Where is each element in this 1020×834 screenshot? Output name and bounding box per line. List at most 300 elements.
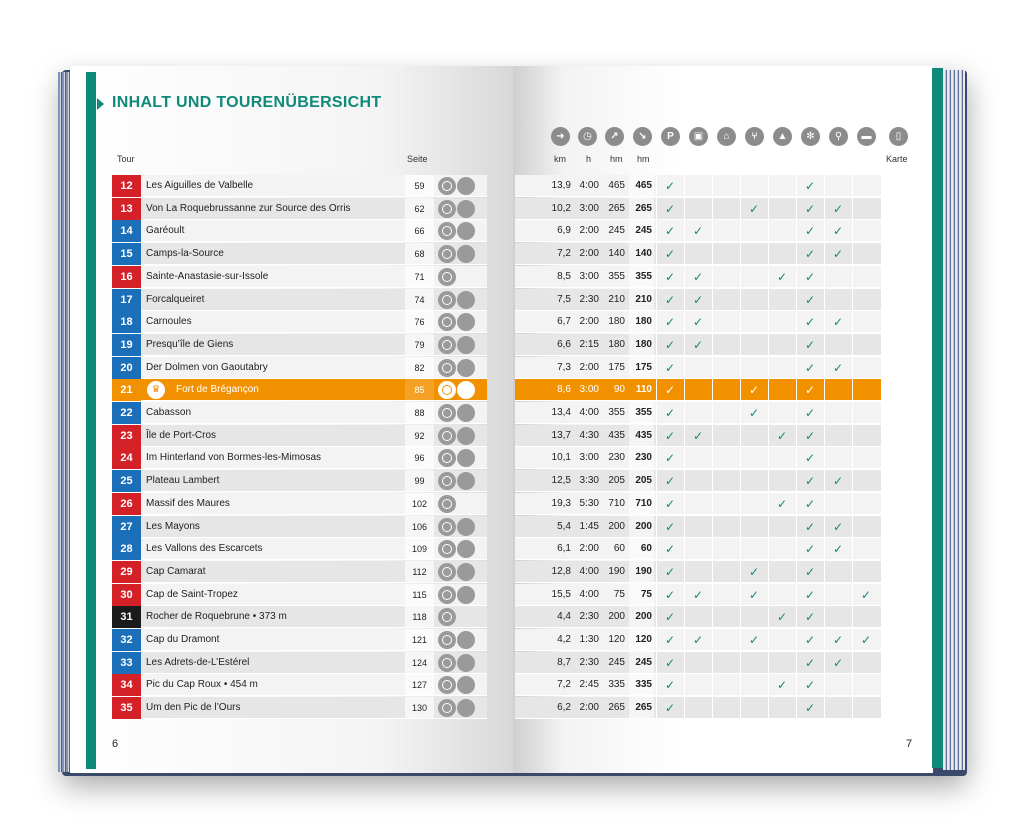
- tour-name: Rocher de Roquebrune • 373 m: [146, 611, 287, 622]
- tour-number: 24: [112, 447, 141, 469]
- tour-page: 130: [405, 697, 434, 719]
- page-number-right: 7: [906, 738, 913, 750]
- empty-cell: [824, 334, 851, 356]
- empty-cell: [740, 289, 767, 311]
- tour-hm2: 205: [629, 470, 654, 492]
- kids-bear-icon: [457, 200, 475, 218]
- tour-km: 12,5: [551, 475, 571, 486]
- empty-cell: [740, 220, 767, 242]
- empty-cell: [852, 175, 879, 197]
- tour-row[interactable]: [112, 470, 487, 492]
- difficulty-icon: [438, 699, 456, 717]
- tour-name: Les Aiguilles de Valbelle: [146, 180, 254, 191]
- tour-page: 124: [405, 652, 434, 674]
- empty-cell: [852, 674, 879, 696]
- column-header-h: h: [586, 154, 592, 164]
- check-icon: ✓: [796, 334, 823, 356]
- tour-hm2: 335: [629, 674, 654, 696]
- tour-name: Presqu’île de Giens: [146, 339, 234, 350]
- tour-km: 7,3: [557, 362, 571, 373]
- check-icon: ✓: [824, 652, 851, 674]
- difficulty-icon: [438, 268, 456, 286]
- tour-page: 59: [405, 175, 434, 197]
- empty-cell: [740, 243, 767, 265]
- empty-cell: [740, 470, 767, 492]
- tour-km: 13,7: [551, 430, 571, 441]
- empty-cell: [740, 357, 767, 379]
- tour-row[interactable]: [112, 243, 487, 265]
- kids-bear-icon: [457, 676, 475, 694]
- tour-h: 2:30: [579, 657, 599, 668]
- empty-cell: [852, 652, 879, 674]
- empty-cell: [852, 402, 879, 424]
- tour-page: 68: [405, 243, 434, 265]
- check-icon: ✓: [796, 447, 823, 469]
- difficulty-icon: [438, 359, 456, 377]
- empty-cell: [684, 198, 711, 220]
- tour-h: 3:00: [579, 452, 599, 463]
- tour-hm1: 710: [608, 498, 625, 509]
- difficulty-icon: [438, 245, 456, 263]
- page-edge-left: [58, 72, 70, 772]
- ascent-icon: ↗: [605, 127, 624, 146]
- check-icon: ✓: [796, 606, 823, 628]
- tour-km: 8,6: [557, 384, 571, 395]
- tour-name: Île de Port-Cros: [146, 430, 217, 441]
- tour-stats-row: [515, 470, 881, 492]
- tour-name: Cap du Dramont: [146, 634, 220, 645]
- tour-name: Les Adrets-de-L’Estérel: [146, 657, 250, 668]
- check-icon: ✓: [768, 606, 795, 628]
- tour-hm1: 210: [608, 294, 625, 305]
- check-icon: ✓: [684, 311, 711, 333]
- tour-number: 19: [112, 334, 141, 356]
- empty-cell: [768, 175, 795, 197]
- empty-cell: [684, 493, 711, 515]
- tour-hm2: 140: [629, 243, 654, 265]
- tour-row[interactable]: [112, 606, 487, 628]
- empty-cell: [824, 493, 851, 515]
- tour-number: 31: [112, 606, 141, 628]
- check-icon: ✓: [768, 493, 795, 515]
- tour-stats-row: [515, 175, 881, 197]
- difficulty-icon: [438, 608, 456, 626]
- check-icon: ✓: [824, 516, 851, 538]
- kids-bear-icon: [457, 427, 475, 445]
- tour-h: 2:00: [579, 362, 599, 373]
- tour-number: 22: [112, 402, 141, 424]
- tour-page: 112: [405, 561, 434, 583]
- tour-km: 10,2: [551, 203, 571, 214]
- empty-cell: [824, 402, 851, 424]
- tour-hm1: 90: [613, 384, 625, 395]
- kids-bear-icon: [457, 563, 475, 581]
- tour-page: 115: [405, 584, 434, 606]
- tour-km: 15,5: [551, 589, 571, 600]
- check-icon: ✓: [684, 425, 711, 447]
- tour-name: Sainte-Anastasie-sur-Issole: [146, 271, 269, 282]
- tour-hm2: 75: [629, 584, 654, 606]
- tour-page: 96: [405, 447, 434, 469]
- check-icon: ✓: [740, 198, 767, 220]
- check-icon: ✓: [656, 266, 683, 288]
- difficulty-icon: [438, 291, 456, 309]
- column-header-hm-down: hm: [637, 154, 650, 164]
- empty-cell: [712, 425, 739, 447]
- empty-cell: [852, 697, 879, 719]
- tour-stats-row: [515, 538, 881, 560]
- tour-row[interactable]: [112, 311, 487, 333]
- difficulty-icon: [438, 404, 456, 422]
- tour-km: 12,8: [551, 566, 571, 577]
- tour-stats-row: [515, 516, 881, 538]
- empty-cell: [768, 220, 795, 242]
- tour-stats-row: [515, 561, 881, 583]
- empty-cell: [852, 606, 879, 628]
- tour-row[interactable]: [112, 697, 487, 719]
- tour-km: 13,9: [551, 180, 571, 191]
- tour-row[interactable]: [112, 289, 487, 311]
- empty-cell: [768, 198, 795, 220]
- cable-car-icon: ⌂: [717, 127, 736, 146]
- difficulty-icon: [438, 472, 456, 490]
- kids-bear-icon: [457, 699, 475, 717]
- check-icon: ✓: [656, 674, 683, 696]
- empty-cell: [824, 175, 851, 197]
- empty-cell: [712, 470, 739, 492]
- tour-page: 74: [405, 289, 434, 311]
- empty-cell: [768, 289, 795, 311]
- empty-cell: [852, 561, 879, 583]
- tour-hm2: 190: [629, 561, 654, 583]
- empty-cell: [712, 606, 739, 628]
- check-icon: ✓: [796, 357, 823, 379]
- empty-cell: [684, 175, 711, 197]
- empty-cell: [768, 334, 795, 356]
- check-icon: ✓: [824, 311, 851, 333]
- tour-number: 18: [112, 311, 141, 333]
- tour-h: 1:30: [579, 634, 599, 645]
- parking-icon: P: [661, 127, 680, 146]
- empty-cell: [712, 243, 739, 265]
- tour-hm2: 200: [629, 516, 654, 538]
- empty-cell: [768, 357, 795, 379]
- tour-stats-row: [515, 198, 881, 220]
- check-icon: ✓: [740, 629, 767, 651]
- tour-hm2: 180: [629, 334, 654, 356]
- map-icon: ▯: [889, 127, 908, 146]
- tour-hm1: 265: [608, 702, 625, 713]
- tour-name: Les Mayons: [146, 521, 200, 532]
- tour-name: Garéoult: [146, 225, 185, 236]
- empty-cell: [684, 652, 711, 674]
- tour-h: 2:00: [579, 225, 599, 236]
- check-icon: ✓: [796, 470, 823, 492]
- kids-bear-icon: [457, 359, 475, 377]
- tour-hm1: 200: [608, 521, 625, 532]
- empty-cell: [712, 357, 739, 379]
- tour-h: 2:30: [579, 294, 599, 305]
- empty-cell: [712, 629, 739, 651]
- empty-cell: [768, 402, 795, 424]
- empty-cell: [684, 538, 711, 560]
- empty-cell: [852, 493, 879, 515]
- tour-row[interactable]: [112, 538, 487, 560]
- tour-h: 2:30: [579, 611, 599, 622]
- tour-row[interactable]: [112, 334, 487, 356]
- check-icon: ✓: [796, 652, 823, 674]
- empty-cell: [684, 674, 711, 696]
- check-icon: ✓: [824, 243, 851, 265]
- tour-h: 2:00: [579, 702, 599, 713]
- tour-row[interactable]: [112, 629, 487, 651]
- tour-row[interactable]: [112, 674, 487, 696]
- kids-bear-icon: [457, 404, 475, 422]
- tour-name: Fort de Brégançon: [176, 384, 259, 395]
- check-icon: ✓: [656, 584, 683, 606]
- tour-page: 121: [405, 629, 434, 651]
- difficulty-icon: [438, 381, 456, 399]
- check-icon: ✓: [852, 629, 879, 651]
- tour-hm2: 110: [635, 384, 652, 395]
- kids-bear-icon: [457, 291, 475, 309]
- difficulty-icon: [438, 222, 456, 240]
- tour-page: 92: [405, 425, 434, 447]
- tour-number: 35: [112, 697, 141, 719]
- tour-h: 2:00: [579, 248, 599, 259]
- restaurant-icon: ⑂: [745, 127, 764, 146]
- page-number-left: 6: [112, 738, 119, 750]
- tour-stats-row: [515, 311, 881, 333]
- tour-hm1: 265: [608, 203, 625, 214]
- tour-row[interactable]: [112, 357, 487, 379]
- tour-page: 71: [405, 266, 434, 288]
- empty-cell: [768, 652, 795, 674]
- tour-hm2: 245: [629, 220, 654, 242]
- tour-hm1: 205: [608, 475, 625, 486]
- tour-row[interactable]: [112, 266, 487, 288]
- bicycle-icon: ⚲: [829, 127, 848, 146]
- tour-row[interactable]: [112, 425, 487, 447]
- check-icon: ✓: [656, 311, 683, 333]
- check-icon: ✓: [684, 629, 711, 651]
- crown-icon: ♛: [147, 381, 165, 399]
- tour-number: 20: [112, 357, 141, 379]
- empty-cell: [684, 606, 711, 628]
- empty-cell: [768, 561, 795, 583]
- empty-cell: [740, 266, 767, 288]
- tour-hm1: 245: [608, 225, 625, 236]
- tour-number: 34: [112, 674, 141, 696]
- tour-page: 85: [405, 379, 434, 401]
- tour-row[interactable]: [112, 493, 487, 515]
- tour-name: Im Hinterland von Bormes-les-Mimosas: [146, 452, 322, 463]
- tour-number: 16: [112, 266, 141, 288]
- tour-page: 66: [405, 220, 434, 242]
- tour-h: 1:45: [579, 521, 599, 532]
- tour-stats-row: [515, 379, 881, 401]
- tour-name: Les Vallons des Escarcets: [146, 543, 263, 554]
- column-header-km: km: [554, 154, 566, 164]
- check-icon: ✓: [824, 198, 851, 220]
- empty-cell: [740, 674, 767, 696]
- empty-cell: [740, 425, 767, 447]
- tour-page: 102: [405, 493, 434, 515]
- tour-h: 3:30: [579, 475, 599, 486]
- tour-stats-row: [515, 289, 881, 311]
- empty-cell: [684, 379, 711, 401]
- tour-km: 7,2: [557, 679, 571, 690]
- tour-page: 62: [405, 198, 434, 220]
- tour-row[interactable]: [112, 516, 487, 538]
- tour-stats-row: [515, 697, 881, 719]
- kids-bear-icon: [457, 518, 475, 536]
- tour-page: 76: [405, 311, 434, 333]
- tour-number: 26: [112, 493, 141, 515]
- tour-hm2: 175: [629, 357, 654, 379]
- check-icon: ✓: [796, 516, 823, 538]
- empty-cell: [824, 379, 851, 401]
- empty-cell: [852, 311, 879, 333]
- kids-bear-icon: [457, 540, 475, 558]
- tour-name: Von La Roquebrussanne zur Source des Orris: [146, 203, 351, 214]
- check-icon: ✓: [656, 220, 683, 242]
- tour-hm1: 180: [608, 316, 625, 327]
- tour-hm2: 210: [629, 289, 654, 311]
- tour-row[interactable]: [112, 584, 487, 606]
- tour-name: Cap Camarat: [146, 566, 206, 577]
- kids-bear-icon: [457, 336, 475, 354]
- tour-number: 33: [112, 652, 141, 674]
- empty-cell: [768, 470, 795, 492]
- empty-cell: [852, 243, 879, 265]
- tour-hm1: 60: [613, 543, 625, 554]
- check-icon: ✓: [796, 289, 823, 311]
- empty-cell: [712, 289, 739, 311]
- tour-number: 17: [112, 289, 141, 311]
- empty-cell: [712, 402, 739, 424]
- check-icon: ✓: [656, 493, 683, 515]
- empty-cell: [852, 357, 879, 379]
- difficulty-icon: [438, 631, 456, 649]
- empty-cell: [712, 334, 739, 356]
- tour-km: 7,5: [557, 294, 571, 305]
- tour-km: 4,2: [557, 634, 571, 645]
- tour-row[interactable]: [112, 175, 487, 197]
- kids-bear-icon: [457, 631, 475, 649]
- empty-cell: [740, 493, 767, 515]
- empty-cell: [852, 425, 879, 447]
- kids-bear-icon: [457, 222, 475, 240]
- empty-cell: [768, 447, 795, 469]
- empty-cell: [684, 402, 711, 424]
- tour-hm2: 265: [629, 198, 654, 220]
- tour-page: 118: [405, 606, 434, 628]
- tour-stats-row: [515, 357, 881, 379]
- difficulty-icon: [438, 177, 456, 195]
- empty-cell: [684, 561, 711, 583]
- empty-cell: [712, 584, 739, 606]
- tour-number: 29: [112, 561, 141, 583]
- tour-hm1: 175: [608, 362, 625, 373]
- empty-cell: [852, 379, 879, 401]
- check-icon: ✓: [852, 584, 879, 606]
- tour-name: Cap de Saint-Tropez: [146, 589, 238, 600]
- empty-cell: [768, 379, 795, 401]
- tour-km: 4,4: [557, 611, 571, 622]
- empty-cell: [740, 538, 767, 560]
- tour-hm1: 120: [608, 634, 625, 645]
- tour-stats-row: [515, 220, 881, 242]
- check-icon: ✓: [824, 629, 851, 651]
- clock-icon: ◷: [578, 127, 597, 146]
- empty-cell: [712, 266, 739, 288]
- tour-number: 13: [112, 198, 141, 220]
- tour-hm2: 200: [629, 606, 654, 628]
- tour-hm2: 435: [629, 425, 654, 447]
- check-icon: ✓: [768, 674, 795, 696]
- tour-hm1: 465: [608, 180, 625, 191]
- tour-number: 28: [112, 538, 141, 560]
- tour-hm2: 355: [629, 402, 654, 424]
- empty-cell: [824, 425, 851, 447]
- tour-km: 7,2: [557, 248, 571, 259]
- tour-row[interactable]: [112, 652, 487, 674]
- kids-bear-icon: [457, 245, 475, 263]
- check-icon: ✓: [656, 447, 683, 469]
- tour-name: Forcalqueiret: [146, 294, 205, 305]
- tour-number: 15: [112, 243, 141, 265]
- empty-cell: [768, 311, 795, 333]
- tour-km: 19,3: [551, 498, 571, 509]
- kids-bear-icon: [457, 381, 475, 399]
- check-icon: ✓: [824, 538, 851, 560]
- tour-hm1: 335: [608, 679, 625, 690]
- tour-row[interactable]: [112, 198, 487, 220]
- check-icon: ✓: [656, 334, 683, 356]
- tour-name: Der Dolmen von Gaoutabry: [146, 362, 268, 373]
- check-icon: ✓: [796, 674, 823, 696]
- tour-row[interactable]: [112, 402, 487, 424]
- tour-name: Plateau Lambert: [146, 475, 220, 486]
- tour-number: 14: [112, 220, 141, 242]
- tour-stats-row: [515, 493, 881, 515]
- empty-cell: [824, 447, 851, 469]
- check-icon: ✓: [656, 402, 683, 424]
- empty-cell: [824, 584, 851, 606]
- empty-cell: [852, 470, 879, 492]
- tour-row[interactable]: [112, 220, 487, 242]
- check-icon: ✓: [796, 493, 823, 515]
- empty-cell: [684, 697, 711, 719]
- empty-cell: [684, 470, 711, 492]
- lodging-icon: ▬: [857, 127, 876, 146]
- check-icon: ✓: [740, 402, 767, 424]
- check-icon: ✓: [684, 289, 711, 311]
- tour-h: 3:00: [579, 203, 599, 214]
- check-icon: ✓: [656, 243, 683, 265]
- tour-stats-row: [515, 425, 881, 447]
- tour-page: 88: [405, 402, 434, 424]
- empty-cell: [740, 652, 767, 674]
- tour-row[interactable]: [112, 447, 487, 469]
- empty-cell: [852, 538, 879, 560]
- empty-cell: [684, 243, 711, 265]
- tour-name: Pic du Cap Roux • 454 m: [146, 679, 258, 690]
- empty-cell: [712, 674, 739, 696]
- tour-row[interactable]: [112, 379, 487, 401]
- tour-row[interactable]: [112, 561, 487, 583]
